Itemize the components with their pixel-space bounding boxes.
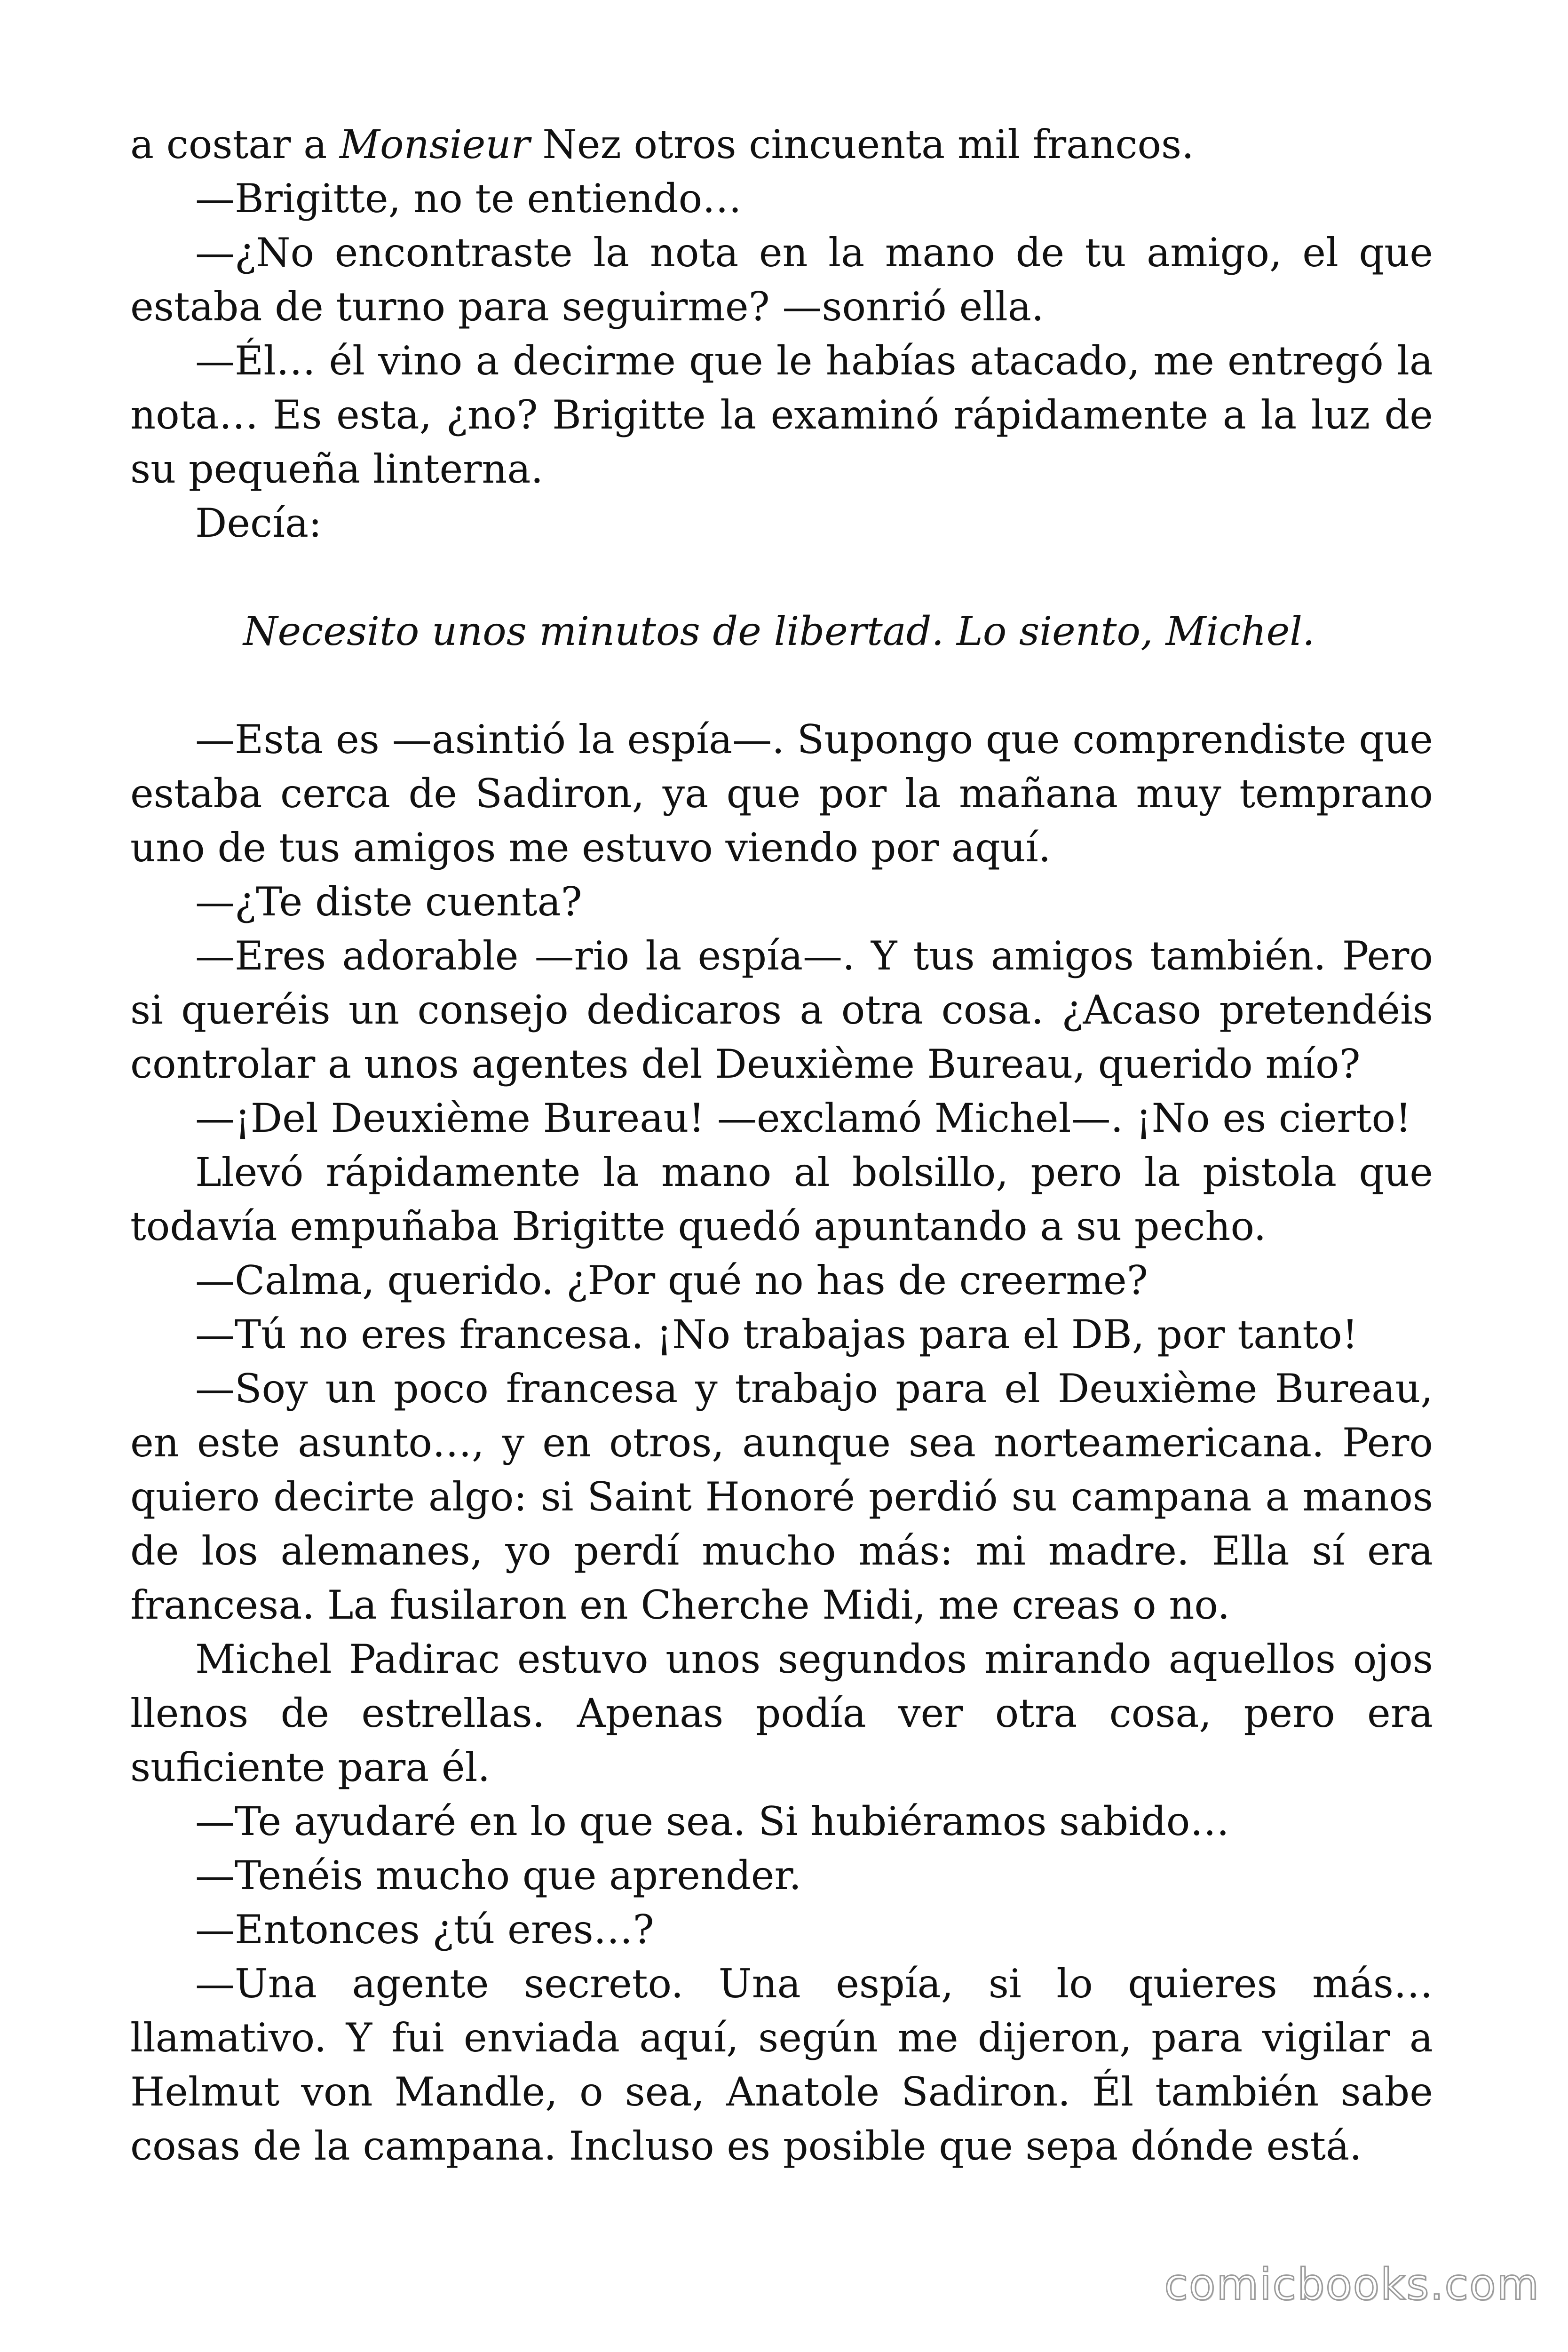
body-text	[130, 118, 1433, 2173]
paragraph: —Tú no eres francesa. ¡No trabajas para el DB, por tanto!	[195, 1311, 1358, 1358]
paragraph: —Una agente secreto. Una espía, si lo quieres más… llamativo. Y fui enviada aquí, según me dijeron, para vigilar a Helmut von Mandle, o sea, Anatole Sadiron. Él también sabe cosas de la campana. Incluso es posible que sepa dónde está.	[130, 1961, 1433, 2169]
paragraph: —Brigitte, no te entiendo…	[195, 175, 742, 222]
paragraph: —Tenéis mucho que aprender.	[195, 1852, 802, 1899]
paragraph: —Esta es —asintió la espía—. Supongo que comprendiste que estaba cerca de Sadiron, ya que por la mañana muy temprano uno de tus amigos me estuvo viendo por aquí.	[130, 716, 1433, 871]
paragraph: —¿Te diste cuenta?	[195, 879, 582, 925]
paragraph-continuation	[130, 118, 1433, 172]
paragraph: —Calma, querido. ¿Por qué no has de creerme?	[195, 1257, 1148, 1303]
paragraph: —Te ayudaré en lo que sea. Si hubiéramos sabido…	[195, 1798, 1230, 1844]
paragraph-text: Nez otros cincuenta mil francos.	[530, 121, 1194, 167]
paragraph: Michel Padirac estuvo unos segundos mirando aquellos ojos llenos de estrellas. Apenas podía ver otra cosa, pero era suficiente para él.	[130, 1636, 1433, 1790]
paragraph: —Entonces ¿tú eres…?	[195, 1907, 654, 1953]
italic-word: Monsieur	[339, 121, 530, 167]
paragraph: Llevó rápidamente la mano al bolsillo, pero la pistola que todavía empuñaba Brigitte quedó apuntando a su pecho.	[130, 1149, 1433, 1249]
paragraph: —Eres adorable —rio la espía—. Y tus amigos también. Pero si queréis un consejo dedicaros a otra cosa. ¿Acaso pretendéis controlar a unos agentes del Deuxième Bureau, querido mío?	[130, 933, 1433, 1087]
paragraph-text: a costar a	[130, 121, 340, 167]
watermark: comicbooks.com	[1164, 2259, 1540, 2310]
paragraph: —¿No encontraste la nota en la mano de tu amigo, el que estaba de turno para seguirme? —sonrió ella.	[130, 230, 1433, 330]
paragraph: —Soy un poco francesa y trabajo para el Deuxième Bureau, en este asunto…, y en otros, aunque sea norteamericana. Pero quiero decirte algo: si Saint Honoré perdió su campana a manos de los alemanes, yo perdí mucho más: mi madre. Ella sí era francesa. La fusilaron en Cherche Midi, me creas o no.	[130, 1366, 1433, 1628]
note-quote: Necesito unos minutos de libertad. Lo siento, Michel.	[243, 608, 1315, 654]
paragraph: Decía:	[195, 500, 322, 546]
paragraph: —¡Del Deuxième Bureau! —exclamó Michel—. ¡No es cierto!	[195, 1095, 1411, 1141]
paragraph: —Él… él vino a decirme que le habías atacado, me entregó la nota… Es esta, ¿no? Brigitte la examinó rápidamente a la luz de su pequeña linterna.	[130, 338, 1433, 492]
